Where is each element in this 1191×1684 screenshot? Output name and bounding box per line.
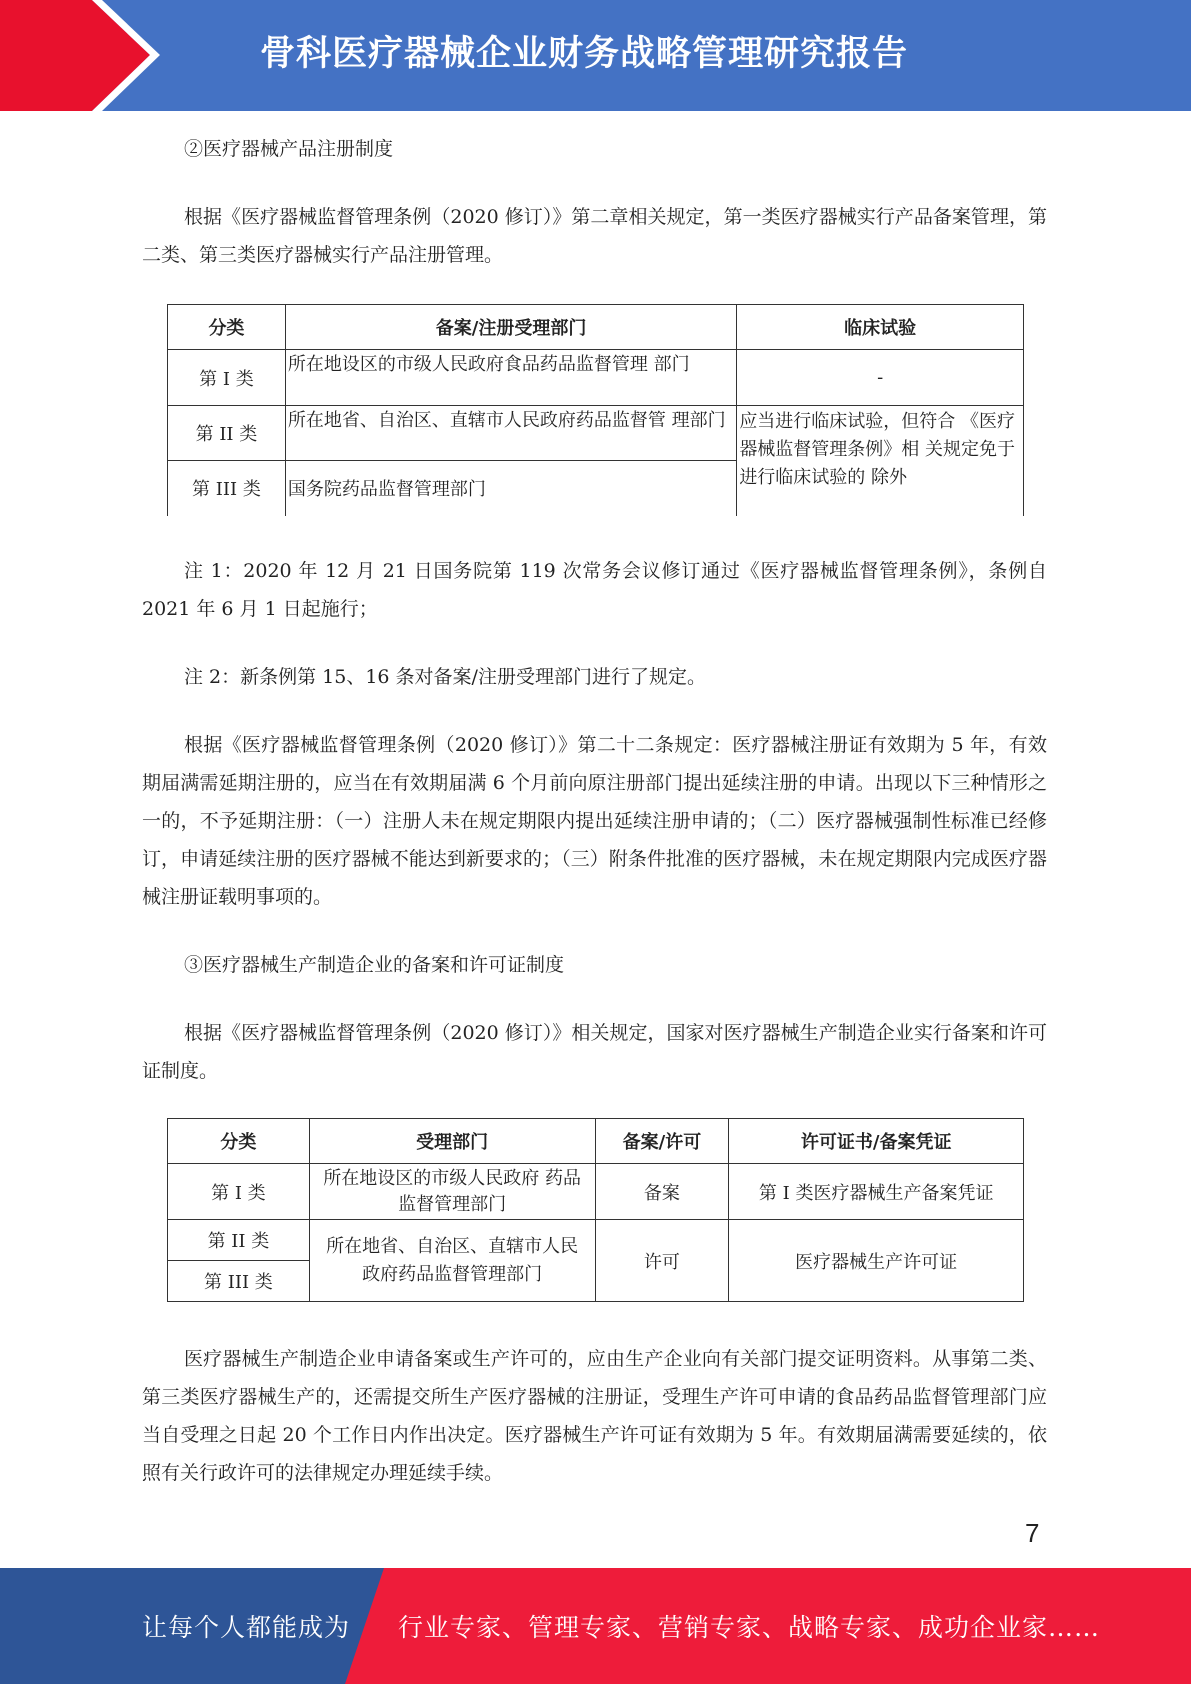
column-header-department: 备案/注册受理部门 <box>285 305 736 350</box>
column-header-type: 备案/许可 <box>595 1119 729 1164</box>
type-cell: 许可 <box>595 1220 729 1302</box>
report-title: 骨科医疗器械企业财务战略管理研究报告 <box>260 34 909 74</box>
category-cell: 第 I 类 <box>168 1164 310 1220</box>
department-cell: 所在地设区的市级人民政府 药品监督管理部门 <box>309 1164 595 1220</box>
category-cell: 第 III 类 <box>168 1261 310 1302</box>
page-number: 7 <box>1025 1518 1040 1548</box>
type-cell: 备案 <box>595 1164 729 1220</box>
table-row <box>168 1220 1024 1261</box>
paragraph-manufacturing-intro: 根据《医疗器械监督管理条例（2020 修订）》相关规定，国家对医疗器械生产制造企业实行备案和许可证制度。 <box>142 1022 1047 1082</box>
note-2: 注 2：新条例第 15、16 条对备案/注册受理部门进行了规定。 <box>184 666 706 688</box>
category-cell: 第 III 类 <box>168 461 286 516</box>
category-cell: 第 I 类 <box>168 350 286 406</box>
notes-section <box>142 552 1047 1120</box>
department-cell: 所在地省、自治区、直辖市人民政府药品监督管 理部门 <box>285 406 736 461</box>
note-1: 注 1：2020 年 12 月 21 日国务院第 119 次常务会议修订通过《医疗器械监督管理条例》，条例自 2021 年 6 月 1 日起施行； <box>142 560 1047 620</box>
column-header-department: 受理部门 <box>309 1119 595 1164</box>
paragraph-license-process: 医疗器械生产制造企业申请备案或生产许可的，应由生产企业向有关部门提交证明资料。从事第二类、第三类医疗器械生产的，还需提交所生产医疗器械的注册证，受理生产许可申请的食品药品监督管理部门应当自受理之日起 20 个工作日内作出决定。医疗器械生产许可证有效期为 5 年。有效期届满需要延续的，依照有关行政许可的法律规定办理延续手续。 <box>142 1348 1047 1484</box>
column-header-category: 分类 <box>168 1119 310 1164</box>
table-header-row <box>168 305 1024 350</box>
paragraph-registration-intro: 根据《医疗器械监督管理条例（2020 修订）》第二章相关规定，第一类医疗器械实行产品备案管理，第二类、第三类医疗器械实行产品注册管理。 <box>142 206 1047 266</box>
certificate-cell: 第 I 类医疗器械生产备案凭证 <box>729 1164 1024 1220</box>
category-cell: 第 II 类 <box>168 406 286 461</box>
department-cell: 所在地省、自治区、直辖市人民政府药品监督管理部门 <box>309 1220 595 1302</box>
manufacturing-table <box>167 1118 1024 1302</box>
section-heading-manufacturing: ③医疗器械生产制造企业的备案和许可证制度 <box>184 954 565 976</box>
table-row <box>168 406 1024 461</box>
closing-section <box>142 1340 1047 1522</box>
paragraph-renewal: 根据《医疗器械监督管理条例（2020 修订）》第二十二条规定：医疗器械注册证有效期为 5 年，有效期届满需延期注册的，应当在有效期届满 6 个月前向原注册部门提出延续注册的申请。出现以下三种情形之一的，不予延期注册：（一）注册人未在规定期限内提出延续注册申请的；（二）医疗器械强制性标准已经修订，申请延续注册的医疗器械不能达到新要求的；（三）附条件批准的医疗器械，未在规定期限内完成医疗器械注册证载明事项的。 <box>142 734 1047 908</box>
category-cell: 第 II 类 <box>168 1220 310 1261</box>
column-header-clinical: 临床试验 <box>737 305 1024 350</box>
footer-slogan-right: 行业专家、管理专家、营销专家、战略专家、成功企业家…… <box>398 1613 1101 1642</box>
column-header-certificate: 许可证书/备案凭证 <box>729 1119 1024 1164</box>
column-header-category: 分类 <box>168 305 286 350</box>
page-footer <box>0 1568 1191 1684</box>
page-content <box>142 130 1047 304</box>
footer-slogan-left: 让每个人都能成为 <box>142 1613 351 1642</box>
table-header-row <box>168 1119 1024 1164</box>
department-cell: 所在地设区的市级人民政府食品药品监督管理 部门 <box>285 350 736 406</box>
section-heading-registration: ②医疗器械产品注册制度 <box>184 138 394 160</box>
page-header <box>0 0 1191 111</box>
registration-table <box>167 304 1024 516</box>
clinical-cell: 应当进行临床试验，但符合 《医疗器械监督管理条例》相 关规定免于进行临床试验的 除外 <box>737 406 1024 516</box>
table-row <box>168 1164 1024 1220</box>
certificate-cell: 医疗器械生产许可证 <box>729 1220 1024 1302</box>
department-cell: 国务院药品监督管理部门 <box>285 461 736 516</box>
table-row <box>168 350 1024 406</box>
clinical-cell: - <box>737 350 1024 406</box>
